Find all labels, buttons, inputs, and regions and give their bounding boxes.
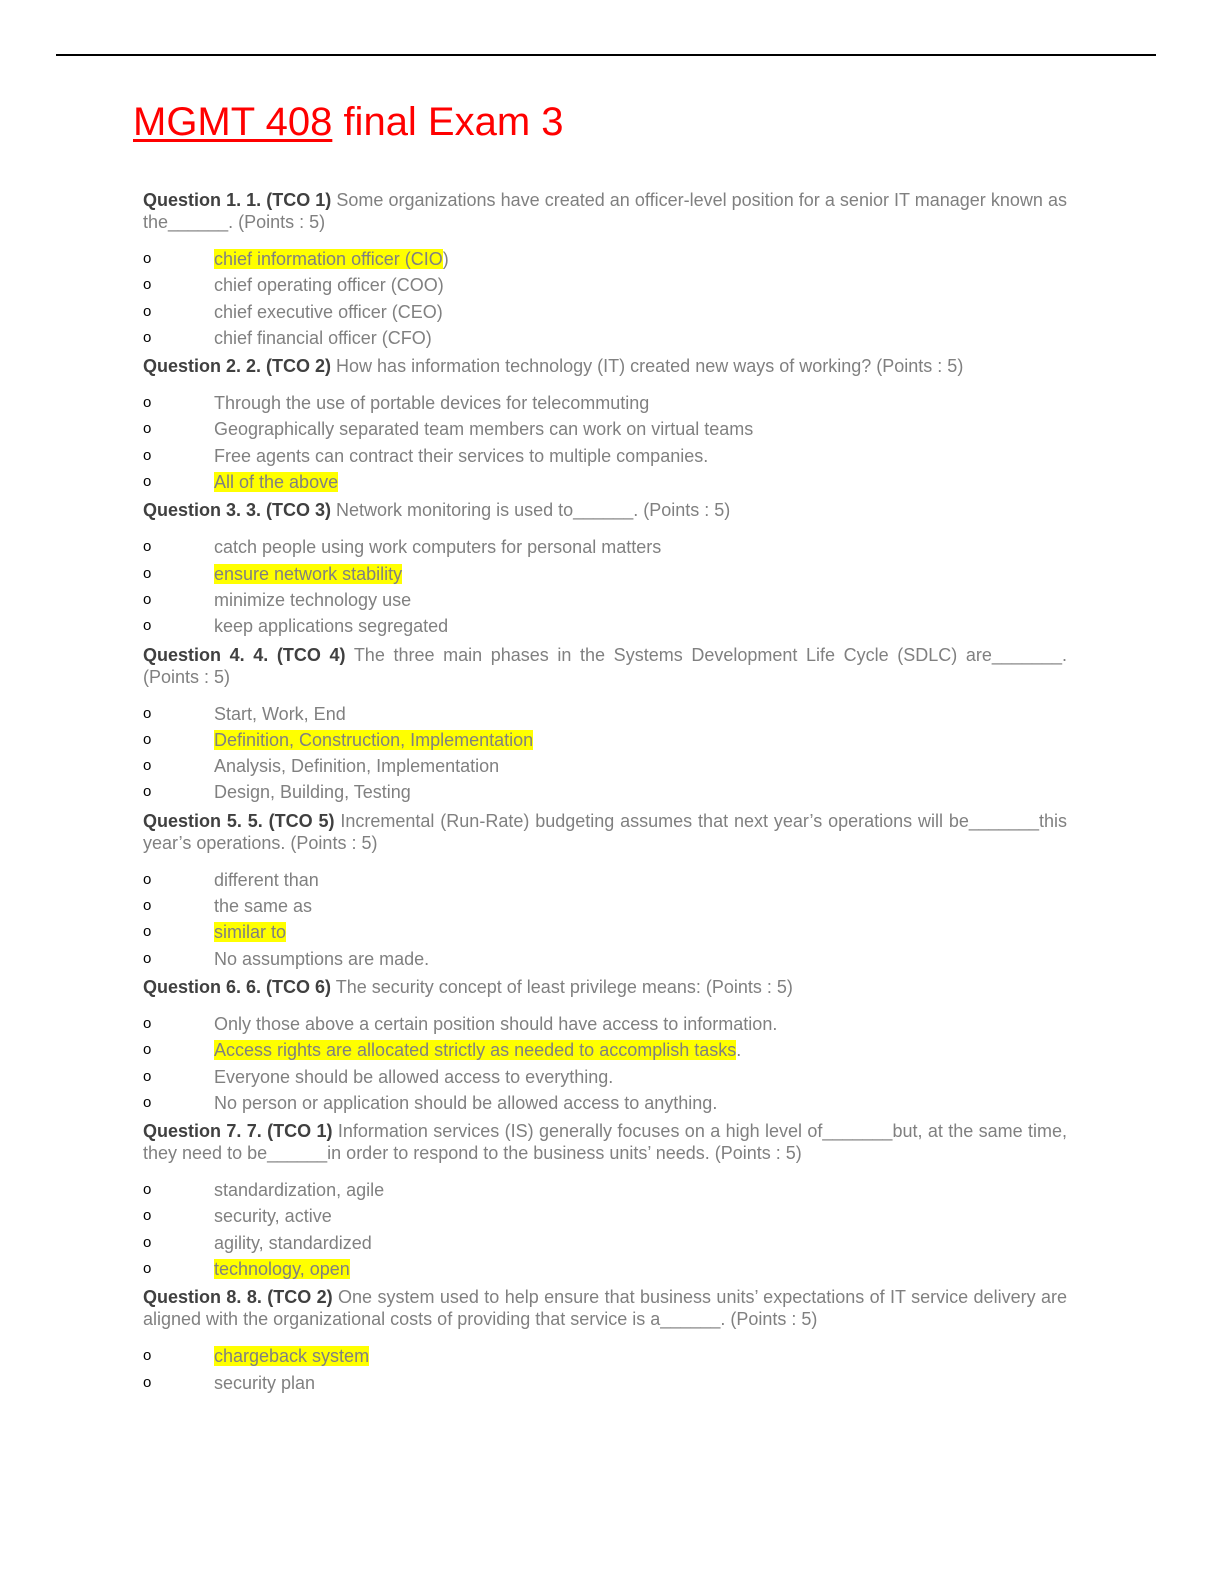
question-text: Some organizations have created an officer-level position for a senior IT manager known as the______. (Points : 5) [143, 190, 1067, 232]
radio-bullet-icon[interactable]: o [143, 328, 152, 346]
option-text [214, 779, 411, 805]
option-text [214, 272, 444, 298]
option-text [214, 534, 661, 560]
option-label: No assumptions are made. [214, 948, 430, 969]
option-text [214, 1203, 332, 1229]
question-text: Network monitoring is used to______. (Points : 5) [331, 500, 731, 521]
option-text [214, 469, 338, 495]
radio-bullet-icon[interactable]: o [143, 564, 152, 582]
question-4 [143, 644, 1067, 688]
option-text [214, 867, 319, 893]
highlighted-answer: chief information officer (CIO [214, 249, 443, 269]
option-text [214, 919, 286, 945]
highlighted-answer: similar to [214, 922, 287, 943]
option-label: Through the use of portable devices for telecommuting [214, 393, 650, 414]
option-text [214, 1011, 777, 1037]
option-text [214, 1230, 372, 1256]
radio-bullet-icon[interactable]: o [143, 1260, 152, 1278]
answer-option[interactable] [143, 1177, 1067, 1203]
radio-bullet-icon[interactable]: o [143, 1041, 152, 1059]
question-label: Question 2. 2. (TCO 2) [143, 356, 332, 377]
option-text [214, 613, 448, 639]
answer-option[interactable] [143, 701, 1067, 727]
answer-option[interactable] [143, 727, 1067, 753]
answer-option[interactable] [143, 325, 1067, 351]
option-label: No person or application should be allowed access to anything. [214, 1092, 718, 1113]
option-text [214, 416, 753, 442]
question-text: One system used to help ensure that business units’ expectations of IT service delivery are aligned with the organizational costs of providing that service is a______. (Points : 5) [143, 1287, 1067, 1330]
question-7 [143, 1120, 1067, 1164]
answer-option[interactable] [143, 443, 1067, 469]
option-text [214, 753, 499, 779]
option-label: security, active [214, 1206, 332, 1227]
radio-bullet-icon[interactable]: o [143, 949, 152, 967]
radio-bullet-icon[interactable]: o [143, 1067, 152, 1085]
highlighted-answer: chargeback system [214, 1346, 370, 1367]
highlighted-answer: Access rights are allocated strictly as needed to accomplish tasks [214, 1040, 737, 1061]
answer-option[interactable] [143, 1037, 1067, 1063]
radio-bullet-icon[interactable]: o [143, 757, 152, 775]
option-label: Analysis, Definition, Implementation [214, 756, 500, 777]
question-1 [143, 189, 1067, 233]
answer-option[interactable] [143, 299, 1067, 325]
option-text [214, 1177, 384, 1203]
option-label: Everyone should be allowed access to everything. [214, 1066, 614, 1087]
highlighted-answer: All of the above [214, 472, 339, 493]
course-code: MGMT 408 [133, 100, 333, 144]
top-rule [56, 54, 1156, 56]
option-text [214, 893, 312, 919]
question-text: Information services (IS) generally focuses on a high level of_______but, at the same time, they need to be______in order to respond to the business units’ needs. (Points : 5) [143, 1121, 1067, 1164]
option-text [214, 1256, 350, 1282]
radio-bullet-icon[interactable]: o [143, 1207, 152, 1225]
question-2 [143, 355, 1067, 377]
option-label: different than [214, 869, 319, 890]
radio-bullet-icon[interactable]: o [143, 1233, 152, 1251]
radio-bullet-icon[interactable]: o [143, 538, 152, 556]
radio-bullet-icon[interactable]: o [143, 1181, 152, 1199]
answer-option[interactable] [143, 946, 1067, 972]
answer-option[interactable] [143, 1370, 1067, 1396]
option-label: standardization, agile [214, 1180, 385, 1201]
option-text [214, 1064, 613, 1090]
option-label: agility, standardized [214, 1232, 372, 1253]
question-label: Question 8. 8. (TCO 2) [143, 1287, 333, 1308]
question-6 [143, 976, 1067, 998]
option-text [214, 946, 429, 972]
radio-bullet-icon[interactable]: o [143, 1373, 152, 1391]
option-label: Start, Work, End [214, 703, 346, 724]
option-text [214, 299, 443, 325]
question-text: The three main phases in the Systems Development Life Cycle (SDLC) are_______. (Points : 5) [143, 644, 1067, 687]
radio-bullet-icon[interactable]: o [143, 870, 152, 888]
option-text [214, 443, 708, 469]
option-text [214, 1370, 315, 1396]
option-label: Free agents can contract their services to multiple companies. [214, 445, 709, 466]
answer-option[interactable] [143, 561, 1067, 587]
option-label: chief operating officer (COO) [214, 275, 444, 296]
answer-option[interactable] [143, 1230, 1067, 1256]
answer-option[interactable] [143, 1203, 1067, 1229]
option-label: Design, Building, Testing [214, 782, 411, 803]
radio-bullet-icon[interactable]: o [143, 250, 152, 267]
option-label: the same as [214, 896, 313, 917]
highlighted-answer: technology, open [214, 1259, 350, 1280]
radio-bullet-icon[interactable]: o [143, 923, 152, 941]
option-text-rest: ) [442, 249, 449, 269]
option-label: catch people using work computers for personal matters [214, 537, 662, 558]
answer-option[interactable] [143, 1064, 1067, 1090]
option-label: chief executive officer (CEO) [214, 301, 443, 322]
answer-option[interactable] [143, 779, 1067, 805]
question-text: How has information technology (IT) created new ways of working? (Points : 5) [331, 356, 964, 377]
option-label: chief financial officer (CFO) [214, 327, 432, 348]
option-text-rest: . [736, 1040, 742, 1061]
radio-bullet-icon[interactable]: o [143, 730, 152, 748]
option-label: minimize technology use [214, 589, 412, 610]
answer-option[interactable] [143, 753, 1067, 779]
radio-bullet-icon[interactable]: o [143, 394, 152, 412]
option-text [214, 1090, 717, 1116]
option-text [214, 561, 402, 587]
radio-bullet-icon[interactable]: o [143, 783, 152, 801]
answer-option[interactable] [143, 1256, 1067, 1282]
option-text [214, 727, 533, 753]
option-text [214, 587, 411, 613]
option-label: keep applications segregated [214, 616, 449, 637]
radio-bullet-icon[interactable]: o [143, 473, 152, 491]
answer-option[interactable] [143, 246, 1067, 272]
radio-bullet-icon[interactable]: o [143, 302, 152, 320]
radio-bullet-icon[interactable]: o [143, 617, 152, 635]
option-text [214, 1037, 741, 1063]
highlighted-answer: Definition, Construction, Implementation [214, 729, 534, 750]
question-label: Question 1. 1. (TCO 1) [143, 190, 332, 210]
radio-bullet-icon[interactable]: o [143, 704, 152, 722]
title-rest: final Exam 3 [332, 100, 564, 144]
question-label: Question 7. 7. (TCO 1) [143, 1121, 333, 1142]
option-text [214, 325, 432, 351]
question-8 [143, 1286, 1067, 1330]
page-title [133, 100, 564, 145]
answer-option[interactable] [143, 1011, 1067, 1037]
option-label: Only those above a certain position should have access to information. [214, 1013, 778, 1034]
answer-option[interactable] [143, 1343, 1067, 1369]
question-label: Question 4. 4. (TCO 4) [143, 644, 346, 665]
option-label: Geographically separated team members can work on virtual teams [214, 419, 754, 440]
question-list [143, 189, 1067, 1396]
option-label: security plan [214, 1372, 316, 1393]
question-text: The security concept of least privilege means: (Points : 5) [331, 976, 793, 997]
answer-option[interactable] [143, 893, 1067, 919]
answer-option[interactable] [143, 867, 1067, 893]
option-text [214, 1343, 369, 1369]
radio-bullet-icon[interactable]: o [143, 420, 152, 438]
answer-option[interactable] [143, 416, 1067, 442]
question-label: Question 5. 5. (TCO 5) [143, 810, 335, 831]
option-text [214, 246, 449, 272]
radio-bullet-icon[interactable]: o [143, 1014, 152, 1032]
question-label: Question 6. 6. (TCO 6) [143, 976, 332, 997]
answer-option[interactable] [143, 1090, 1067, 1116]
radio-bullet-icon[interactable]: o [143, 446, 152, 464]
answer-option[interactable] [143, 919, 1067, 945]
answer-option[interactable] [143, 469, 1067, 495]
radio-bullet-icon[interactable]: o [143, 276, 152, 294]
question-3 [143, 499, 1067, 521]
radio-bullet-icon[interactable]: o [143, 897, 152, 915]
answer-option[interactable] [143, 613, 1067, 639]
option-text [214, 390, 649, 416]
option-text [214, 701, 346, 727]
question-label: Question 3. 3. (TCO 3) [143, 500, 332, 521]
answer-option[interactable] [143, 390, 1067, 416]
radio-bullet-icon[interactable]: o [143, 1347, 152, 1365]
question-text: Incremental (Run-Rate) budgeting assumes that next year’s operations will be_______this year’s operations. (Points : 5) [143, 810, 1067, 853]
answer-option[interactable] [143, 272, 1067, 298]
radio-bullet-icon[interactable]: o [143, 1093, 152, 1111]
highlighted-answer: ensure network stability [214, 563, 403, 584]
answer-option[interactable] [143, 534, 1067, 560]
answer-option[interactable] [143, 587, 1067, 613]
question-5 [143, 810, 1067, 854]
radio-bullet-icon[interactable]: o [143, 590, 152, 608]
